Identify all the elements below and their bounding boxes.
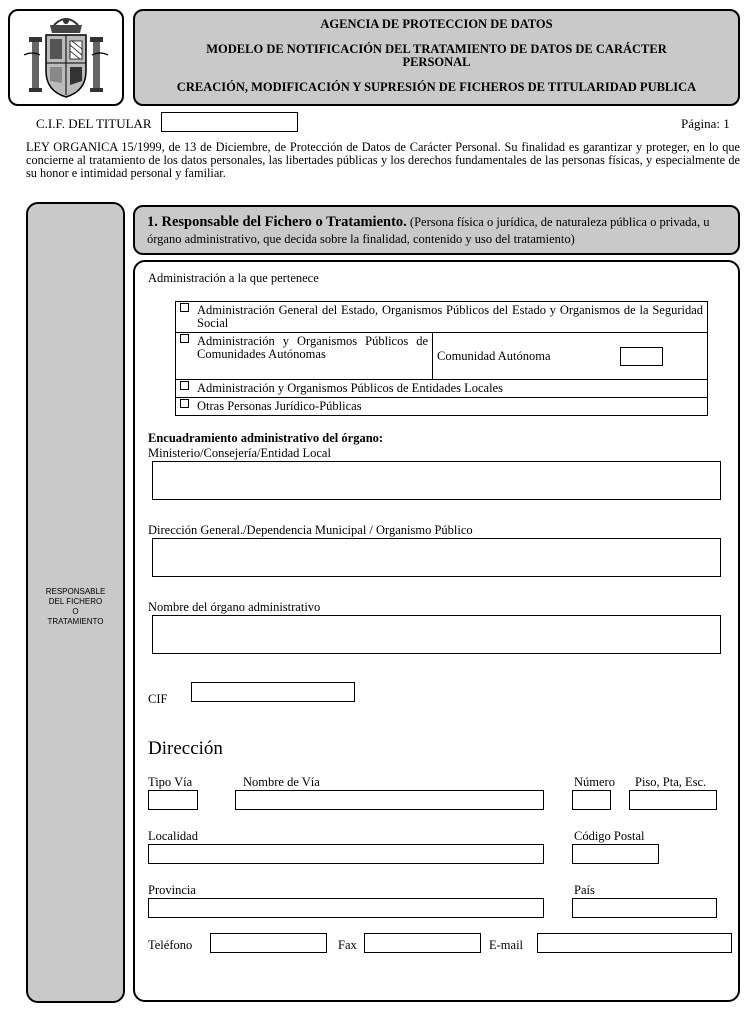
law-intro-text: LEY ORGANICA 15/1999, de 13 de Diciembre, de Protección de Datos de Carácter Personal. Su finalidad es garantizar y proteger, en lo que concierne al tratamiento de los datos personales, las libertades públicas y los derechos fundamentales de las personas físicas, y especialmente de su honor e intimidad personal y familiar. — [26, 140, 740, 180]
tipo-via-field[interactable] — [148, 790, 198, 810]
comunidad-label: Comunidad Autónoma — [437, 348, 551, 363]
direccion-general-label: Dirección General./Dependencia Municipal / Organismo Público — [148, 523, 473, 537]
provincia-field[interactable] — [148, 898, 544, 918]
codigo-postal-label: Código Postal — [574, 829, 645, 843]
option-otras: Otras Personas Jurídico-Públicas — [197, 399, 362, 413]
section-header — [133, 205, 740, 255]
page-number-label — [681, 116, 730, 132]
header-title-box — [133, 9, 740, 106]
side-label-line: TRATAMIENTO — [47, 617, 104, 626]
page-number: 1 — [723, 116, 730, 131]
cif-titular-label: C.I.F. DEL TITULAR — [36, 116, 152, 131]
cif-titular-field[interactable] — [161, 112, 298, 132]
header-subtitle: CREACIÓN, MODIFICACIÓN Y SUPRESIÓN DE FICHEROS DE TITULARIDAD PUBLICA — [176, 80, 697, 94]
checkbox-icon[interactable] — [180, 381, 189, 390]
section-title: 1. Responsable del Fichero o Tratamiento. — [147, 214, 407, 230]
side-label-line: RESPONSABLE — [45, 587, 106, 596]
localidad-field[interactable] — [148, 844, 544, 864]
numero-label: Número — [574, 775, 615, 789]
header-model: MODELO DE NOTIFICACIÓN DEL TRATAMIENTO DE DATOS DE CARÁCTER PERSONAL — [206, 42, 667, 69]
option-ccaa: Administración y Organismos Públicos de Comunidades Autónomas — [197, 334, 428, 361]
pais-field[interactable] — [572, 898, 717, 918]
header-agency: AGENCIA DE PROTECCION DE DATOS — [320, 17, 553, 31]
email-field[interactable] — [537, 933, 732, 953]
comunidad-cell — [433, 333, 708, 380]
localidad-label: Localidad — [148, 829, 198, 843]
section-subtitle: (Persona física o jurídica, de naturaleza pública o privada, u órgano administrativo, que decida sobre la finalidad, contenido y uso del tratamiento) — [147, 215, 710, 246]
direccion-general-field[interactable] — [152, 538, 721, 577]
administracion-options-table — [175, 301, 708, 416]
administracion-label: Administración a la que pertenece — [148, 271, 319, 285]
tipo-via-label: Tipo Vía — [148, 775, 193, 789]
email-label: E-mail — [489, 938, 524, 952]
nombre-via-field[interactable] — [235, 790, 544, 810]
fax-field[interactable] — [364, 933, 481, 953]
option-cell — [176, 333, 433, 380]
option-cell — [176, 398, 708, 416]
checkbox-icon[interactable] — [180, 334, 189, 343]
logo-box — [8, 9, 124, 106]
telefono-field[interactable] — [210, 933, 327, 953]
numero-field[interactable] — [572, 790, 611, 810]
pais-label: País — [574, 883, 595, 897]
codigo-postal-field[interactable] — [572, 844, 659, 864]
page-label: Página: — [681, 116, 720, 131]
option-cell — [176, 302, 708, 333]
ministerio-label: Ministerio/Consejería/Entidad Local — [148, 446, 331, 460]
side-label-line: DEL FICHERO — [48, 597, 103, 606]
checkbox-icon[interactable] — [180, 303, 189, 312]
option-cell — [176, 380, 708, 398]
checkbox-icon[interactable] — [180, 399, 189, 408]
nombre-via-label: Nombre de Vía — [243, 775, 320, 789]
option-local: Administración y Organismos Públicos de Entidades Locales — [197, 381, 503, 395]
side-panel — [26, 202, 125, 1003]
spain-coat-of-arms-icon — [10, 11, 122, 104]
comunidad-field[interactable] — [620, 347, 663, 366]
fax-label: Fax — [338, 938, 357, 952]
piso-label: Piso, Pta, Esc. — [635, 775, 707, 789]
piso-field[interactable] — [629, 790, 717, 810]
side-label-line: O — [72, 607, 79, 616]
cif-field[interactable] — [191, 682, 355, 702]
option-age: Administración General del Estado, Organismos Públicos del Estado y Organismos de la Seguridad Social — [197, 303, 703, 330]
ministerio-field[interactable] — [152, 461, 721, 500]
cif-label: CIF — [148, 692, 168, 706]
side-panel-label — [28, 587, 123, 627]
provincia-label: Provincia — [148, 883, 196, 897]
encuadramiento-heading: Encuadramiento administrativo del órgano: — [148, 431, 384, 445]
nombre-organo-field[interactable] — [152, 615, 721, 654]
direccion-heading: Dirección — [148, 738, 223, 759]
telefono-label: Teléfono — [148, 938, 193, 952]
nombre-organo-label: Nombre del órgano administrativo — [148, 600, 321, 614]
